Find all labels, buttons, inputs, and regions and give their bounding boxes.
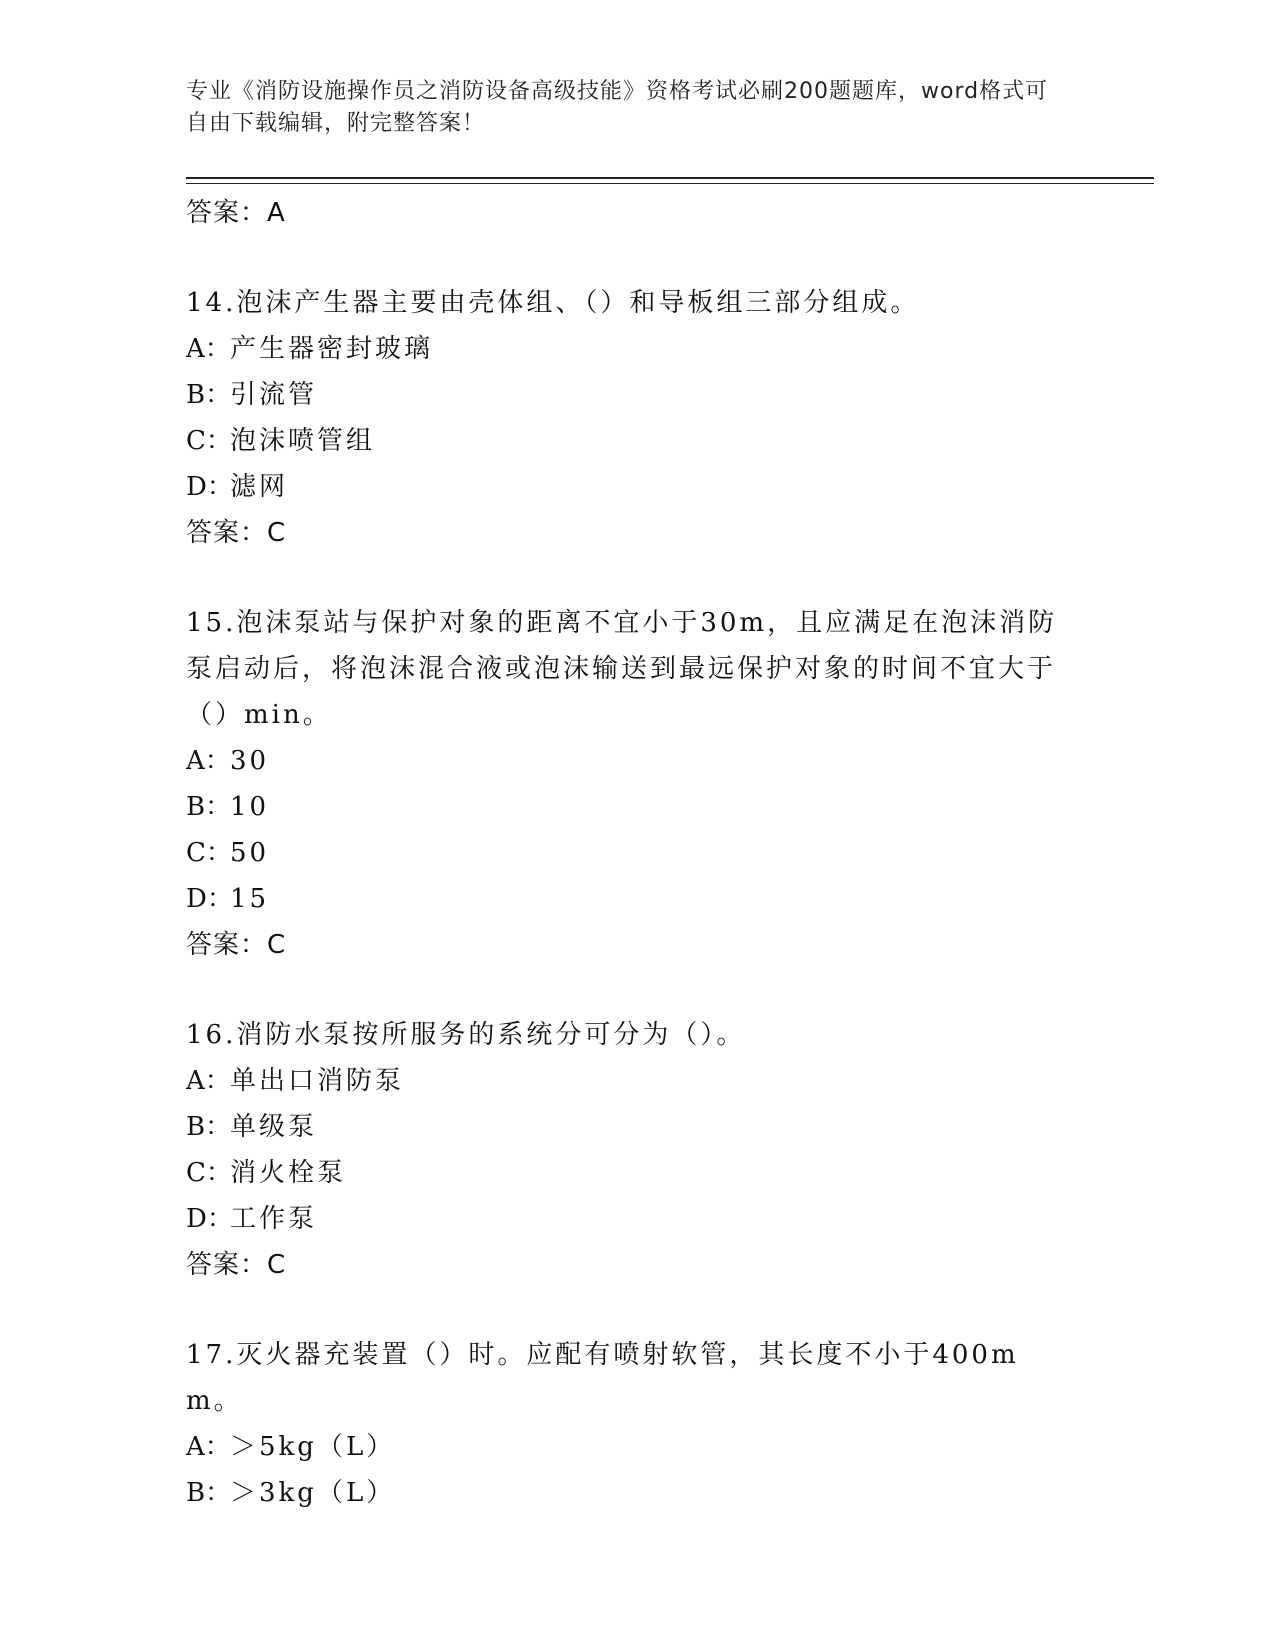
- answer-value: C: [267, 1250, 287, 1280]
- option-text: 15: [230, 884, 270, 914]
- question-stem: 17.灭火器充装置（）时。应配有喷射软管，其长度不小于400mm。: [186, 1340, 1019, 1416]
- option-key: C：: [186, 838, 232, 868]
- option-c: [186, 830, 1086, 876]
- option-text: 单级泵: [230, 1112, 318, 1142]
- option-a: [186, 326, 1086, 372]
- option-text: 泡沫喷管组: [230, 426, 376, 456]
- option-a: [186, 1424, 1086, 1470]
- question-16: [186, 1012, 1086, 1288]
- option-text: 产生器密封玻璃: [230, 334, 434, 364]
- answer-label: 答案：: [186, 198, 268, 228]
- answer-label: 答案：: [186, 930, 268, 960]
- answer-label: 答案：: [186, 518, 268, 548]
- option-key: D：: [186, 1204, 233, 1234]
- header-divider-thick: [186, 177, 1154, 179]
- option-key: A：: [186, 746, 231, 776]
- answer-value: C: [267, 930, 287, 960]
- option-key: A：: [186, 334, 231, 364]
- question-15: [186, 600, 1086, 968]
- option-key: C：: [186, 426, 232, 456]
- option-b: [186, 372, 1086, 418]
- option-text: 50: [230, 838, 270, 868]
- option-a: [186, 1058, 1086, 1104]
- option-text: 单出口消防泵: [230, 1066, 405, 1096]
- question-17: [186, 1332, 1086, 1516]
- option-key: B：: [186, 1478, 232, 1508]
- question-list: [186, 190, 1086, 1516]
- option-key: B：: [186, 1112, 232, 1142]
- option-text: 工作泵: [230, 1204, 318, 1234]
- previous-answer: [186, 190, 1086, 236]
- header-divider-thin: [186, 183, 1154, 184]
- option-text: 10: [230, 792, 270, 822]
- option-text: 引流管: [230, 380, 318, 410]
- option-key: B：: [186, 380, 232, 410]
- question-answer: [186, 510, 1086, 556]
- answer-value: C: [267, 518, 287, 548]
- option-key: C：: [186, 1158, 232, 1188]
- option-text: ＞5kg（L）: [230, 1432, 396, 1462]
- option-key: D：: [186, 884, 233, 914]
- page-header: 专业《消防设施操作员之消防设备高级技能》资格考试必刷200题题库，word格式可自由下载编辑，附完整答案！: [186, 79, 1049, 136]
- option-c: [186, 1150, 1086, 1196]
- option-d: [186, 464, 1086, 510]
- option-text: 30: [230, 746, 270, 776]
- option-key: A：: [186, 1432, 231, 1462]
- option-key: B：: [186, 792, 232, 822]
- option-d: [186, 1196, 1086, 1242]
- option-text: ＞3kg（L）: [230, 1478, 396, 1508]
- question-answer: [186, 1242, 1086, 1288]
- answer-value: A: [267, 198, 286, 228]
- question-14: [186, 280, 1086, 556]
- question-stem: 14.泡沫产生器主要由壳体组、（）和导板组三部分组成。: [186, 288, 920, 318]
- option-a: [186, 738, 1086, 784]
- option-text: 消火栓泵: [230, 1158, 347, 1188]
- question-stem: 15.泡沫泵站与保护对象的距离不宜小于30m，且应满足在泡沫消防泵启动后，将泡沫混合液或泡沫输送到最远保护对象的时间不宜大于（）min。: [186, 608, 1058, 730]
- option-b: [186, 1470, 1086, 1516]
- question-answer: [186, 922, 1086, 968]
- option-d: [186, 876, 1086, 922]
- option-key: A：: [186, 1066, 231, 1096]
- option-b: [186, 784, 1086, 830]
- option-key: D：: [186, 472, 233, 502]
- option-c: [186, 418, 1086, 464]
- option-b: [186, 1104, 1086, 1150]
- option-text: 滤网: [230, 472, 289, 502]
- answer-label: 答案：: [186, 1250, 268, 1280]
- question-stem: 16.消防水泵按所服务的系统分可分为（）。: [186, 1020, 746, 1050]
